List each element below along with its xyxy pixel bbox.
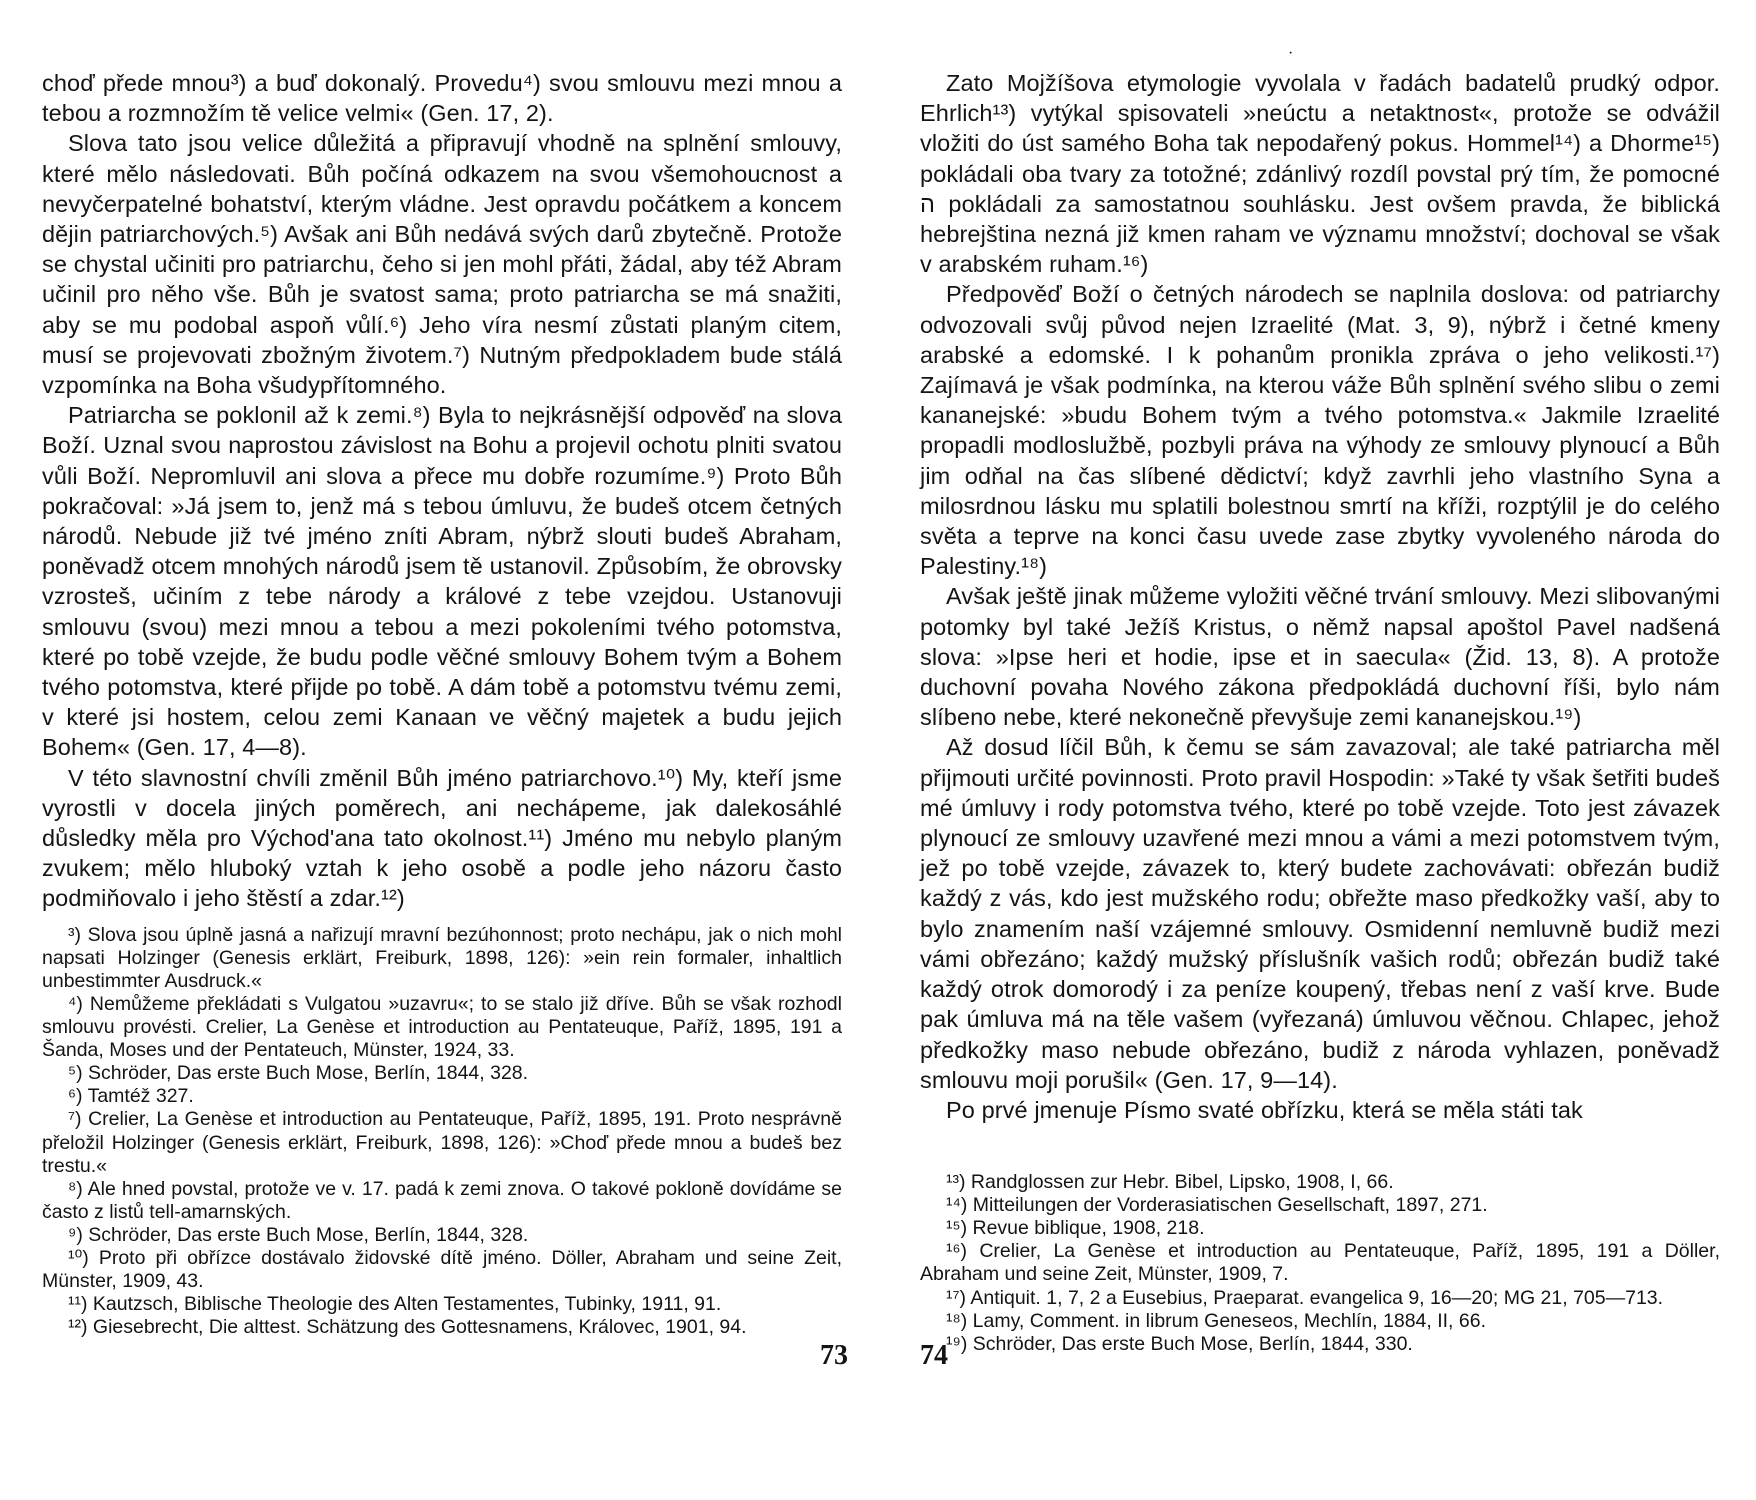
footnote: ¹⁶) Crelier, La Genèse et introduction au Pentateuque, Paříž, 1895, 191 a Döller, Abraham und seine Zeit, Münster, 1909, 7. [920, 1240, 1720, 1286]
footnote: ⁵) Schröder, Das erste Buch Mose, Berlín, 1844, 328. [68, 1062, 529, 1085]
footnote: ¹²) Giesebrecht, Die alttest. Schätzung des Gottesnamens, Královec, 1901, 94. [68, 1316, 747, 1339]
left-page-footnotes [42, 924, 842, 1340]
footnote: ¹⁸) Lamy, Comment. in librum Geneseos, Mechlín, 1884, II, 66. [946, 1309, 1487, 1332]
footnote: ¹⁴) Mitteilungen der Vorderasiatischen Gesellschaft, 1897, 271. [946, 1194, 1488, 1217]
paragraph: Patriarcha se poklonil až k zemi.⁸) Byla to nejkrásnější odpověď na slova Boží. Uznal svou naprostou závislost na Bohu a projevil ochotu plniti svatou vůli Boží. Nepromluvil ani slova a přece mu dobře rozumíme.⁹) Proto Bůh pokračoval: »Já jsem to, jenž má s tebou úmluvu, že budeš otcem četných národů. Nebude již tvé jméno zníti Abram, nýbrž slouti budeš Abraham, poněvadž otcem mnohých národů jsem tě ustanovil. Způsobím, že obrovsky vzrosteš, učiním z tebe národy a králové z tebe vzejdou. Ustanovuji smlouvu (svou) mezi mnou a tebou a mezi pokoleními tvého potomstva, které po tobě vzejde, že budu podle věčné smlouvy Bohem tvým a Bohem tvého potomstva, které přijde po tobě. A dám tobě a potomstvu tvému zemi, v které jsi hostem, celou zemi Kanaan ve věčný majetek a budu jejich Bohem« (Gen. 17, 4—8). [42, 402, 842, 761]
paragraph: Předpověď Boží o četných národech se naplnila doslova: od patriarchy odvozovali svůj původ nejen Izraelité (Mat. 3, 9), nýbrž i četné kmeny arabské a edomské. I k pohanům pronikla zpráva o jeho velikosti.¹⁷) Zajímavá je však podmínka, na kterou váže Bůh splnění svého slibu o zemi kananejské: »budu Bohem tvým a tvého potomstva.« Jakmile Izraelité propadli modloslužbě, pozbyli práva na výhody ze smlouvy plynoucí a Bůh jim odňal na čas slíbené dědictví; když zavrhli jeho vlastního Syna a milosrdnou lásku mu splatili bolestnou smrtí na kříži, rozptýlil je do celého světa a teprve na konci času uvede zase zbytky vyvoleného národa do Palestiny.¹⁸) [920, 281, 1720, 580]
footnote: ⁹) Schröder, Das erste Buch Mose, Berlín, 1844, 328. [68, 1223, 529, 1246]
right-page [878, 0, 1756, 1500]
paragraph: Avšak ještě jinak můžeme vyložiti věčné trvání smlouvy. Mezi slibovanými potomky byl také Ježíš Kristus, o němž napsal apoštol Pavel nadšená slova: »Ipse heri et hodie, ipse et in saecula« (Žid. 13, 8). A protože duchovní povaha Nového zákona předpokládá duchovní říši, bylo nám slíbeno nebe, které nekonečně převyšuje zemi kananejskou.¹⁹) [920, 583, 1720, 731]
left-page-column [42, 68, 842, 1339]
paragraph: V této slavnostní chvíli změnil Bůh jméno patriarchovo.¹⁰) My, kteří jsme vyrostli v docela jiných poměrech, ani nechápeme, jak dalekosáhlé důsledky měla pro Východ'ana tato okolnost.¹¹) Jméno mu nebylo planým zvukem; mělo hluboký vztah k jeho osobě a podle jeho názoru často podmiňovalo i jeho štěstí a zdar.¹²) [42, 764, 842, 912]
paragraph: Zato Mojžíšova etymologie vyvolala v řadách badatelů prudký odpor. Ehrlich¹³) vytýkal spisovateli »neúctu a netaktnost«, protože se odvážil vložiti do úst samého Boha tak nepodařený pokus. Hommel¹⁴) a Dhorme¹⁵) pokládali oba tvary za totožné; zdánlivý rozdíl povstal prý tím, že pomocné ה pokládali za samostatnou souhlásku. Jest ovšem pravda, že biblická hebrejština nezná již kmen raham ve významu množství; dochoval se však v arabském ruham.¹⁶) [920, 70, 1720, 278]
right-page-body [920, 68, 1720, 1125]
footnote: ⁷) Crelier, La Genèse et introduction au Pentateuque, Paříž, 1895, 191. Proto nesprávně přeložil Holzinger (Genesis erklärt, Freiburk, 1898, 126): »Choď přede mnou a budeš bez trestu.« [42, 1108, 842, 1177]
footnote: ³) Slova jsou úplně jasná a nařizují mravní bezúhonnost; proto nechápu, jak o nich mohl napsati Holzinger (Genesis erklärt, Freiburk, 1898, 126): »ein rein formaler, inhaltlich unbestimmter Ausdruck.« [42, 923, 842, 992]
print-dot-mark: · [1288, 45, 1294, 62]
footnote: ¹¹) Kautzsch, Biblische Theologie des Alten Testamentes, Tubinky, 1911, 91. [68, 1293, 722, 1316]
footnote: ⁸) Ale hned povstal, protože ve v. 17. padá k zemi znova. O takové pokloně dovídáme se často z listů tell-amarnských. [42, 1177, 842, 1223]
page-number-right: 74 [920, 1340, 948, 1371]
left-page-body [42, 68, 842, 914]
paragraph: Po prvé jmenuje Písmo svaté obřízku, která se měla státi tak [946, 1096, 1583, 1123]
footnote: ¹⁵) Revue biblique, 1908, 218. [946, 1217, 1205, 1240]
right-page-column [920, 68, 1720, 1356]
footnote: ¹³) Randglossen zur Hebr. Bibel, Lipsko, 1908, I, 66. [946, 1171, 1394, 1194]
paragraph: Až dosud líčil Bůh, k čemu se sám zavazoval; ale také patriarcha měl přijmouti určité povinnosti. Proto pravil Hospodin: »Také ty však šetřiti budeš mé úmluvy i rody potomstva tvého, které po tobě vzejde. Toto jest závazek plynoucí ze smlouvy uzavřené mezi mnou a vámi a mezi potomstvem tvým, jež po tobě vzejde, závazek to, který budete zachovávati: obřezán budiž každý z vás, kdo jest mužského rodu; obřežte maso předkožky vaší, aby to bylo znamením naší vzájemné smlouvy. Osmidenní nemluvně budiž mezi vámi obřezáno; každý mužský příslušník vašich rodů; obřezán budiž také každý otrok domorodý i za peníze koupený, třebas není z vaší krve. Bude pak úmluva má na těle vašem (vyřezaná) úmluvou věčnou. Chlapec, jehož předkožky maso nebude obřezáno, budiž z národa vyhlazen, poněvadž smlouvu moji porušil« (Gen. 17, 9—14). [920, 734, 1720, 1093]
paragraph: choď přede mnou³) a buď dokonalý. Provedu⁴) svou smlouvu mezi mnou a tebou a rozmnožím tě velice velmi« (Gen. 17, 2). [42, 70, 842, 127]
footnote: ⁴) Nemůžeme překládati s Vulgatou »uzavru«; to se stalo již dříve. Bůh se však rozhodl smlouvu provésti. Crelier, La Genèse et introduction au Pentateuque, Paříž, 1895, 191 a Šanda, Moses und der Pentateuch, Münster, 1924, 33. [42, 992, 842, 1062]
page-number-left: 73 [820, 1340, 848, 1371]
footnote: ¹⁹) Schröder, Das erste Buch Mose, Berlín, 1844, 330. [946, 1332, 1413, 1355]
footnote: ⁶) Tamtéž 327. [68, 1085, 194, 1108]
footnote: ¹⁷) Antiquit. 1, 7, 2 a Eusebius, Praeparat. evangelica 9, 16—20; MG 21, 705—713. [946, 1286, 1664, 1309]
paragraph: Slova tato jsou velice důležitá a připravují vhodně na splnění smlouvy, které mělo následovati. Bůh počíná odkazem na svou všemohoucnost a nevyčerpatelné bohatství, kterým vládne. Jest opravdu počátkem a koncem dějin patriarchových.⁵) Avšak ani Bůh nedává svých darů zbytečně. Protože se chystal učiniti pro patriarchu, čeho si jen mohl přáti, žádal, aby též Abram učinil pro něho vše. Bůh je svatost sama; proto patriarcha se má snažiti, aby se mu podobal aspoň vůlí.⁶) Jeho víra nesmí zůstati planým citem, musí se projevovati zbožným životem.⁷) Nutným předpokladem bude stálá vzpomínka na Boha všudypřítomného. [42, 130, 842, 399]
right-page-footnotes [920, 1171, 1720, 1356]
footnote: ¹⁰) Proto při obřízce dostávalo židovské dítě jméno. Döller, Abraham und seine Zeit, Münster, 1909, 43. [42, 1247, 842, 1293]
